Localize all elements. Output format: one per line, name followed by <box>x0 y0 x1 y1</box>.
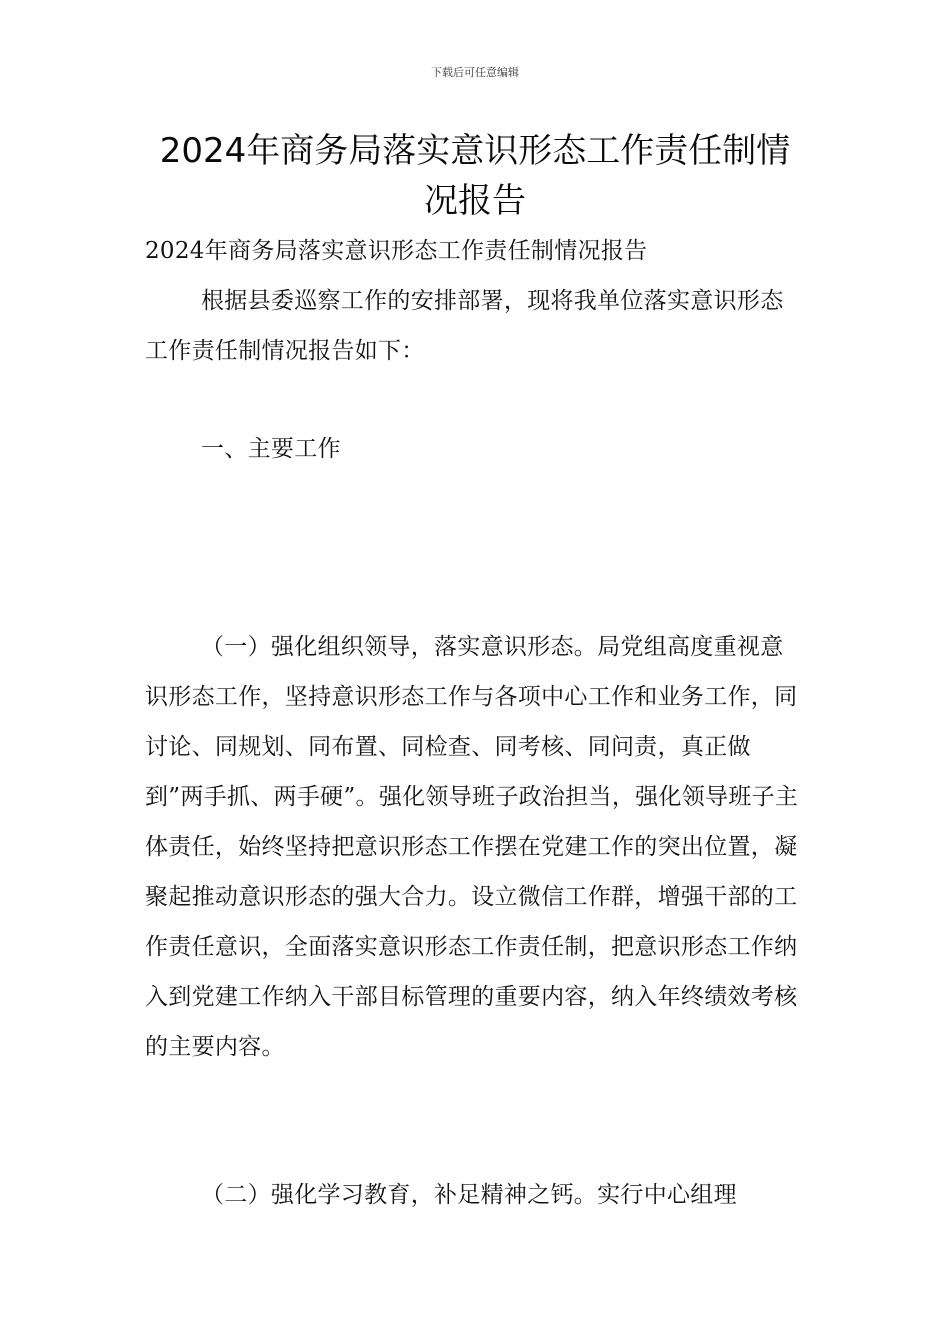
paragraph-learning-education: （二）强化学习教育，补足精神之钙。实行中心组理 <box>201 1182 737 1208</box>
page-header-note: 下载后可任意编辑 <box>431 66 519 79</box>
document-title: 2024年商务局落实意识形态工作责任制情况报告 <box>159 131 791 221</box>
document-subtitle-line: 2024年商务局落实意识形态工作责任制情况报告 <box>145 238 648 264</box>
paragraph-organization-leadership: （一）强化组织领导，落实意识形态。局党组高度重视意识形态工作，坚持意识形态工作与各项中心工作和业务工作，同讨论、同规划、同布置、同检查、同考核、同问责，真正做到”两手抓、两手硬”。强化领导班子政治担当，强化领导班子主体责任，始终坚持把意识形态工作摆在党建工作的突出位置，凝聚起推动意识形态的强大合力。设立微信工作群，增强干部的工作责任意识，全面落实意识形态工作责任制，把意识形态工作纳入到党建工作纳入干部目标管理的重要内容，纳入年终绩效考核的主要内容。 <box>145 634 799 1060</box>
intro-paragraph: 根据县委巡察工作的安排部署，现将我单位落实意识形态工作责任制情况报告如下： <box>145 288 784 364</box>
section-heading-main-work: 一、主要工作 <box>201 436 341 462</box>
